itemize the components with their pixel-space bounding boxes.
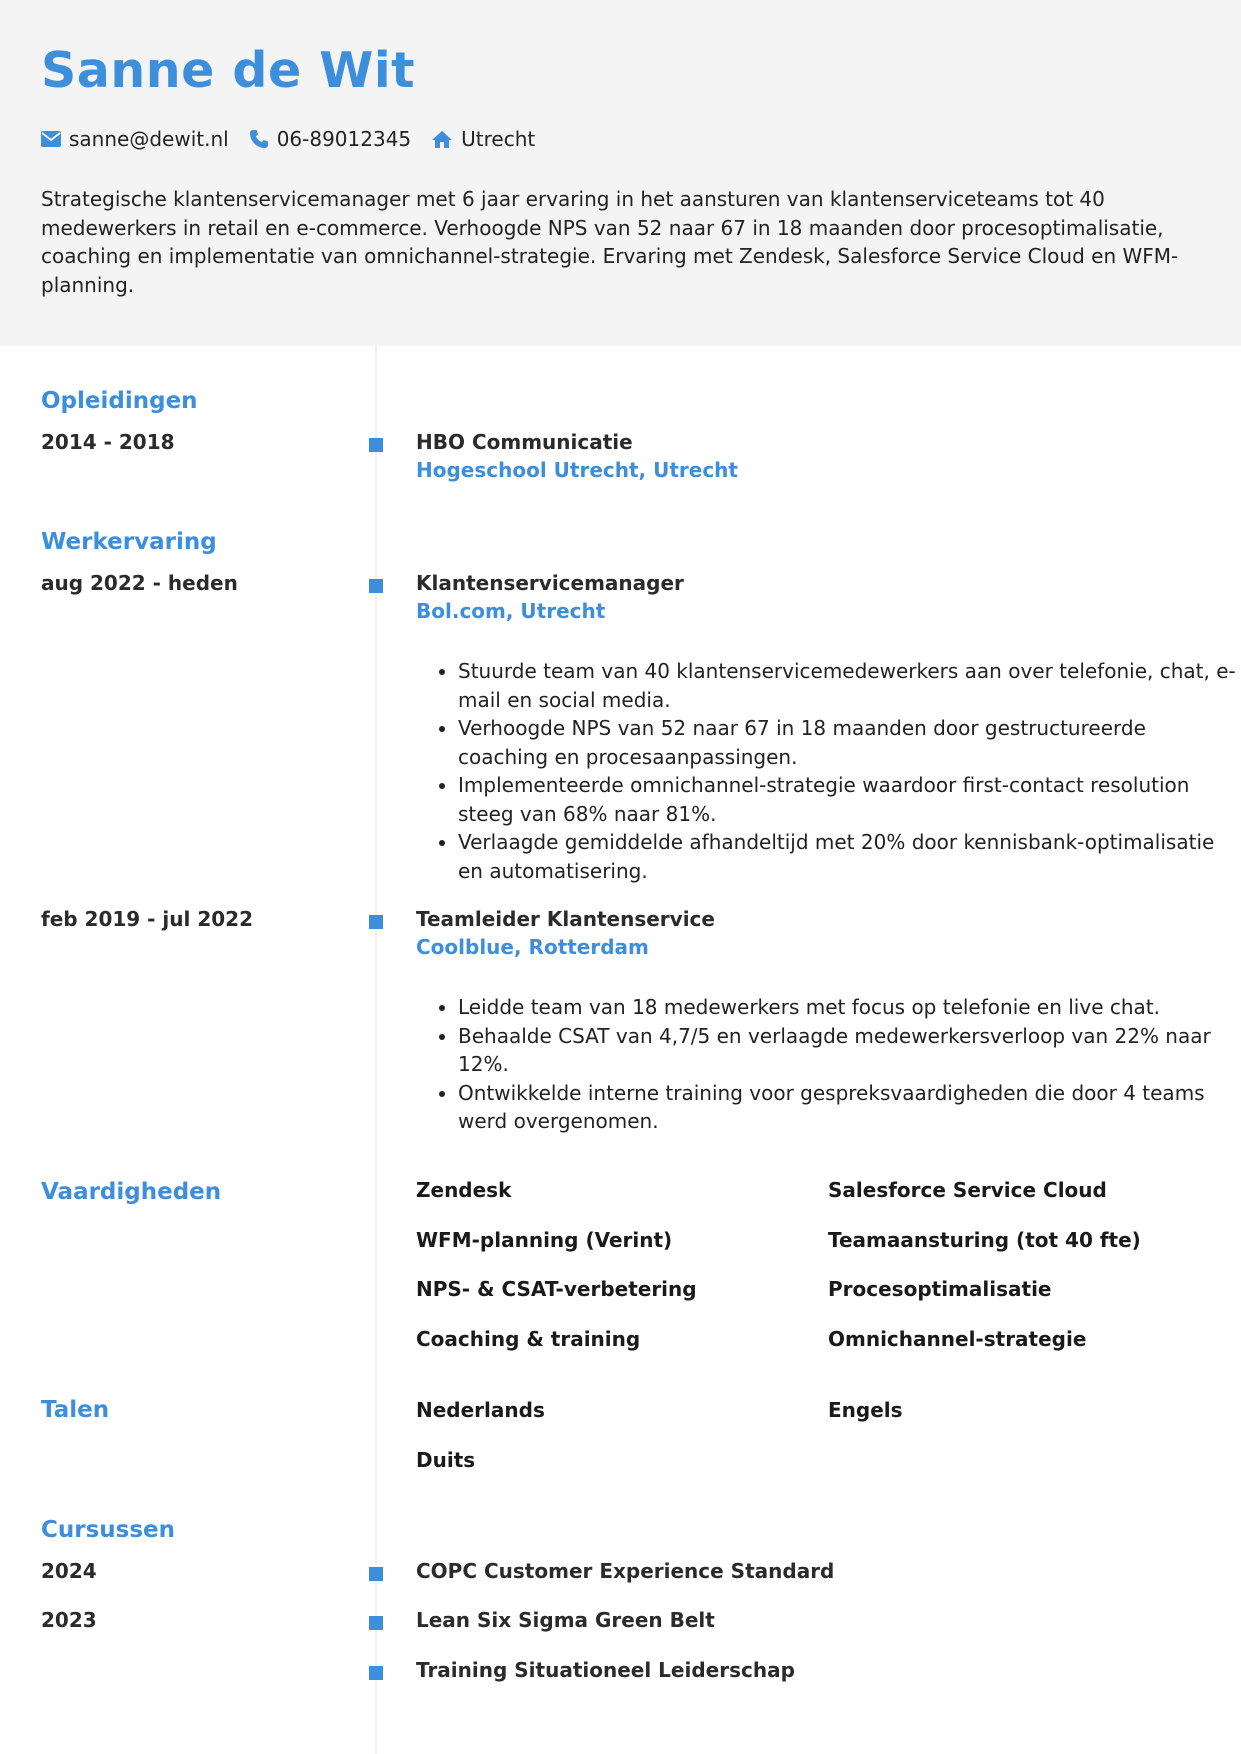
achievement-item: • Verlaagde gemiddelde afhandeltijd met 20% door kennisbank-optimalisatie en automatisering. [458,828,1238,885]
contact-phone [249,127,411,151]
skill-item: WFM-planning (Verint) [416,1228,673,1252]
achievement-item: • Verhoogde NPS van 52 naar 67 in 18 maanden door gestructureerde coaching en procesaanpassingen. [458,714,1238,771]
job-date: feb 2019 - jul 2022 [41,907,254,931]
phone-text: 06-89012345 [276,127,412,151]
job-date: aug 2022 - heden [41,571,238,595]
location-text: Utrecht [461,127,536,151]
course-title: COPC Customer Experience Standard [416,1559,835,1583]
section-title-education: Opleidingen [41,388,198,414]
job-company: Bol.com, Utrecht [416,599,606,623]
education-school: Hogeschool Utrecht, Utrecht [416,458,738,482]
timeline-marker [369,1666,383,1680]
contact-email [41,127,229,151]
cv-header [0,0,1241,346]
timeline-marker [369,579,383,593]
job-title: Klantenservicemanager [416,571,684,595]
language-item: Duits [416,1448,476,1472]
achievement-item: • Leidde team van 18 medewerkers met focus op telefonie en live chat. [458,993,1238,1022]
email-text: sanne@dewit.nl [69,127,229,151]
job-achievements [416,993,1238,1136]
skill-item: Salesforce Service Cloud [828,1178,1107,1202]
timeline-marker [369,915,383,929]
envelope-icon [41,131,61,147]
section-title-skills: Vaardigheden [41,1179,222,1205]
skill-item: Zendesk [416,1178,512,1202]
language-item: Nederlands [416,1398,545,1422]
timeline-marker [369,438,383,452]
education-degree: HBO Communicatie [416,430,633,454]
achievement-item: • Ontwikkelde interne training voor gespreksvaardigheden die door 4 teams werd overgenomen. [458,1079,1238,1136]
course-title: Lean Six Sigma Green Belt [416,1608,715,1632]
home-icon [431,130,453,149]
phone-icon [249,129,269,149]
contact-bar [41,127,555,151]
job-company: Coolblue, Rotterdam [416,935,649,959]
achievement-item: • Behaalde CSAT van 4,7/5 en verlaagde medewerkersverloop van 22% naar 12%. [458,1022,1238,1079]
job-title: Teamleider Klantenservice [416,907,715,931]
skill-item: Omnichannel-strategie [828,1327,1087,1351]
timeline-marker [369,1616,383,1630]
section-title-languages: Talen [41,1397,110,1423]
skill-item: Teamaansturing (tot 40 fte) [828,1228,1141,1252]
course-title: Training Situationeel Leiderschap [416,1658,795,1682]
achievement-item: • Stuurde team van 40 klantenservicemedewerkers aan over telefonie, chat, e-mail en social media. [458,657,1238,714]
section-title-courses: Cursussen [41,1517,176,1543]
timeline-divider [375,346,377,1754]
skill-item: NPS- & CSAT-verbetering [416,1277,697,1301]
timeline-marker [369,1567,383,1581]
achievement-item: • Implementeerde omnichannel-strategie waardoor first-contact resolution steeg van 68% naar 81%. [458,771,1238,828]
skill-item: Coaching & training [416,1327,641,1351]
contact-location [431,127,535,151]
language-item: Engels [828,1398,903,1422]
course-date: 2023 [41,1608,97,1632]
section-title-experience: Werkervaring [41,529,217,555]
skill-item: Procesoptimalisatie [828,1277,1052,1301]
job-achievements [416,657,1238,885]
profile-summary: Strategische klantenservicemanager met 6 jaar ervaring in het aansturen van klantenserviceteams tot 40 medewerkers in retail en e-commerce. Verhoogde NPS van 52 naar 67 in 18 maanden door procesoptimalisatie, coaching en implementatie van omnichannel-strategie. Ervaring met Zendesk, Salesforce Service Cloud en WFM-planning. [41,187,1179,297]
candidate-name: Sanne de Wit [41,42,416,99]
course-date: 2024 [41,1559,97,1583]
education-date: 2014 - 2018 [41,430,175,454]
